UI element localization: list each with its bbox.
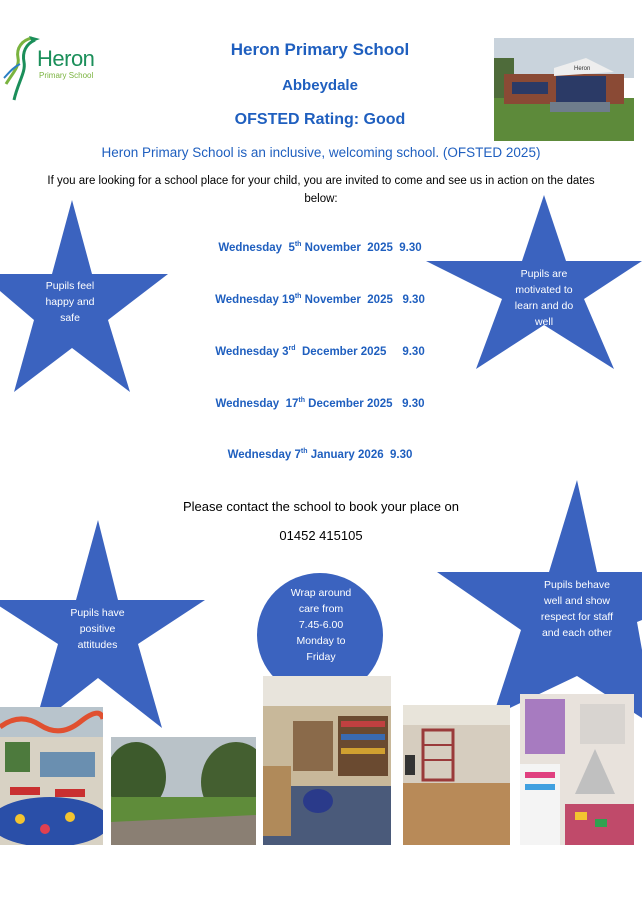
wraparound-care-text: Wrap around care from 7.45-6.00 Monday to Friday — [290, 587, 352, 663]
open-day-date: Wednesday 19th November 2025 9.30 — [215, 293, 425, 306]
star-text-positive: Pupils have positive attitudes — [70, 607, 125, 651]
star-text-happy: Pupils feel happy and safe — [45, 280, 95, 324]
star-text-behave: Pupils behave well and show respect for staff and each other — [540, 579, 614, 639]
heron-bird-icon — [2, 34, 42, 106]
school-logo — [2, 34, 112, 106]
library-photo — [263, 676, 391, 845]
intro-text: If you are looking for a school place for your child, you are invited to come and see us in action on the dates below: — [47, 175, 595, 205]
field-photo — [111, 737, 256, 845]
classroom-photo — [0, 707, 103, 845]
playroom-photo — [520, 694, 634, 845]
building-sign: Heron — [574, 66, 591, 72]
open-day-date: Wednesday 3rd December 2025 9.30 — [215, 345, 425, 358]
logo-name: Heron — [37, 46, 95, 71]
phone-number: 01452 415105 — [279, 528, 363, 543]
open-day-date: Wednesday 7th January 2026 9.30 — [227, 448, 413, 461]
school-building-photo — [494, 38, 634, 141]
open-day-date: Wednesday 5th November 2025 9.30 — [218, 241, 422, 254]
contact-text: Please contact the school to book your place on — [182, 499, 460, 514]
logo-subtitle: Primary School — [39, 71, 94, 80]
hall-photo — [403, 705, 510, 845]
tagline: Heron Primary School is an inclusive, welcoming school. (OFSTED 2025) — [101, 145, 541, 160]
star-text-motivated: Pupils are motivated to learn and do well — [514, 268, 574, 328]
page-subtitle: Abbeydale — [282, 77, 358, 94]
ofsted-rating: OFSTED Rating: Good — [234, 111, 406, 128]
page-title: Heron Primary School — [230, 40, 410, 59]
open-day-date: Wednesday 17th December 2025 9.30 — [215, 397, 425, 410]
